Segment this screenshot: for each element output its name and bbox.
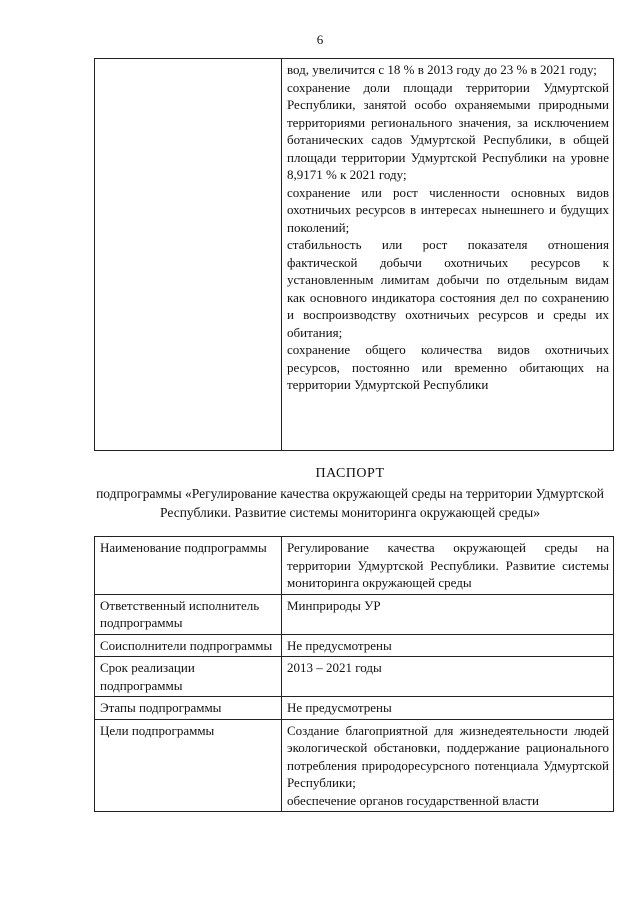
- table-row: [95, 634, 614, 657]
- indicators-cell: [282, 59, 614, 451]
- passport-title: ПАСПОРТ: [315, 466, 385, 481]
- passport-subtitle: подпрограммы «Регулирование качества окружающей среды на территории Удмуртской Республики. Развитие системы мониторинга окружающей среды»: [96, 486, 604, 520]
- indicator-paragraph: сохранение доли площади территории Удмуртской Республики, занятой особо охраняемыми природными территориями регионального значения, за исключением ботанических садов Удмуртской Республики, в общей площади территории Удмуртской Республики на уровне 8,9171 % к 2021 году;: [287, 79, 609, 182]
- indicator-paragraph: сохранение или рост численности основных видов охотничьих ресурсов в интересах нынешнего и будущих поколений;: [287, 184, 609, 235]
- row-label: Цели подпрограммы: [95, 719, 282, 812]
- empty-left-cell: [95, 59, 282, 451]
- row-label: Этапы подпрограммы: [95, 697, 282, 720]
- row-value: [282, 719, 614, 812]
- row-value: Регулирование качества окружающей среды на территории Удмуртской Республики. Развитие системы мониторинга окружающей среды: [282, 537, 614, 595]
- row-label: Соисполнители подпрограммы: [95, 634, 282, 657]
- goal-paragraph: обеспечение органов государственной власти: [287, 792, 539, 808]
- indicator-paragraph: стабильность или рост показателя отношения фактической добычи охотничьих ресурсов к установленным лимитам добычи по отдельным видам как основного индикатора состояния дел по сохранению и воспроизводству охотничьих ресурсов и среды их обитания;: [287, 237, 609, 340]
- passport-table: [94, 536, 614, 812]
- row-value: Не предусмотрены: [282, 697, 614, 720]
- goal-paragraph: Создание благоприятной для жизнедеятельности людей экологической обстановки, поддержание рационального потребления природоресурсного потенциала Удмуртской Республики;: [287, 722, 609, 790]
- row-label: Ответственный исполнитель подпрограммы: [95, 594, 282, 634]
- row-value: Минприроды УР: [282, 594, 614, 634]
- indicator-paragraph: сохранение общего количества видов охотничьих ресурсов, постоянно или временно обитающих на территории Удмуртской Республики: [287, 342, 609, 392]
- table-row: [95, 594, 614, 634]
- row-label: Наименование подпрограммы: [95, 537, 282, 595]
- table-row: [95, 697, 614, 720]
- page-number: 6: [316, 32, 324, 47]
- table-row: [95, 59, 614, 451]
- row-value: 2013 – 2021 годы: [282, 657, 614, 697]
- table-row: [95, 719, 614, 812]
- indicator-paragraph: вод, увеличится с 18 % в 2013 году до 23 % в 2021 году;: [287, 62, 597, 77]
- row-label: Срок реализации подпрограммы: [95, 657, 282, 697]
- table-row: [95, 657, 614, 697]
- table-row: [95, 537, 614, 595]
- goals-table-continuation: [94, 58, 614, 451]
- row-value: Не предусмотрены: [282, 634, 614, 657]
